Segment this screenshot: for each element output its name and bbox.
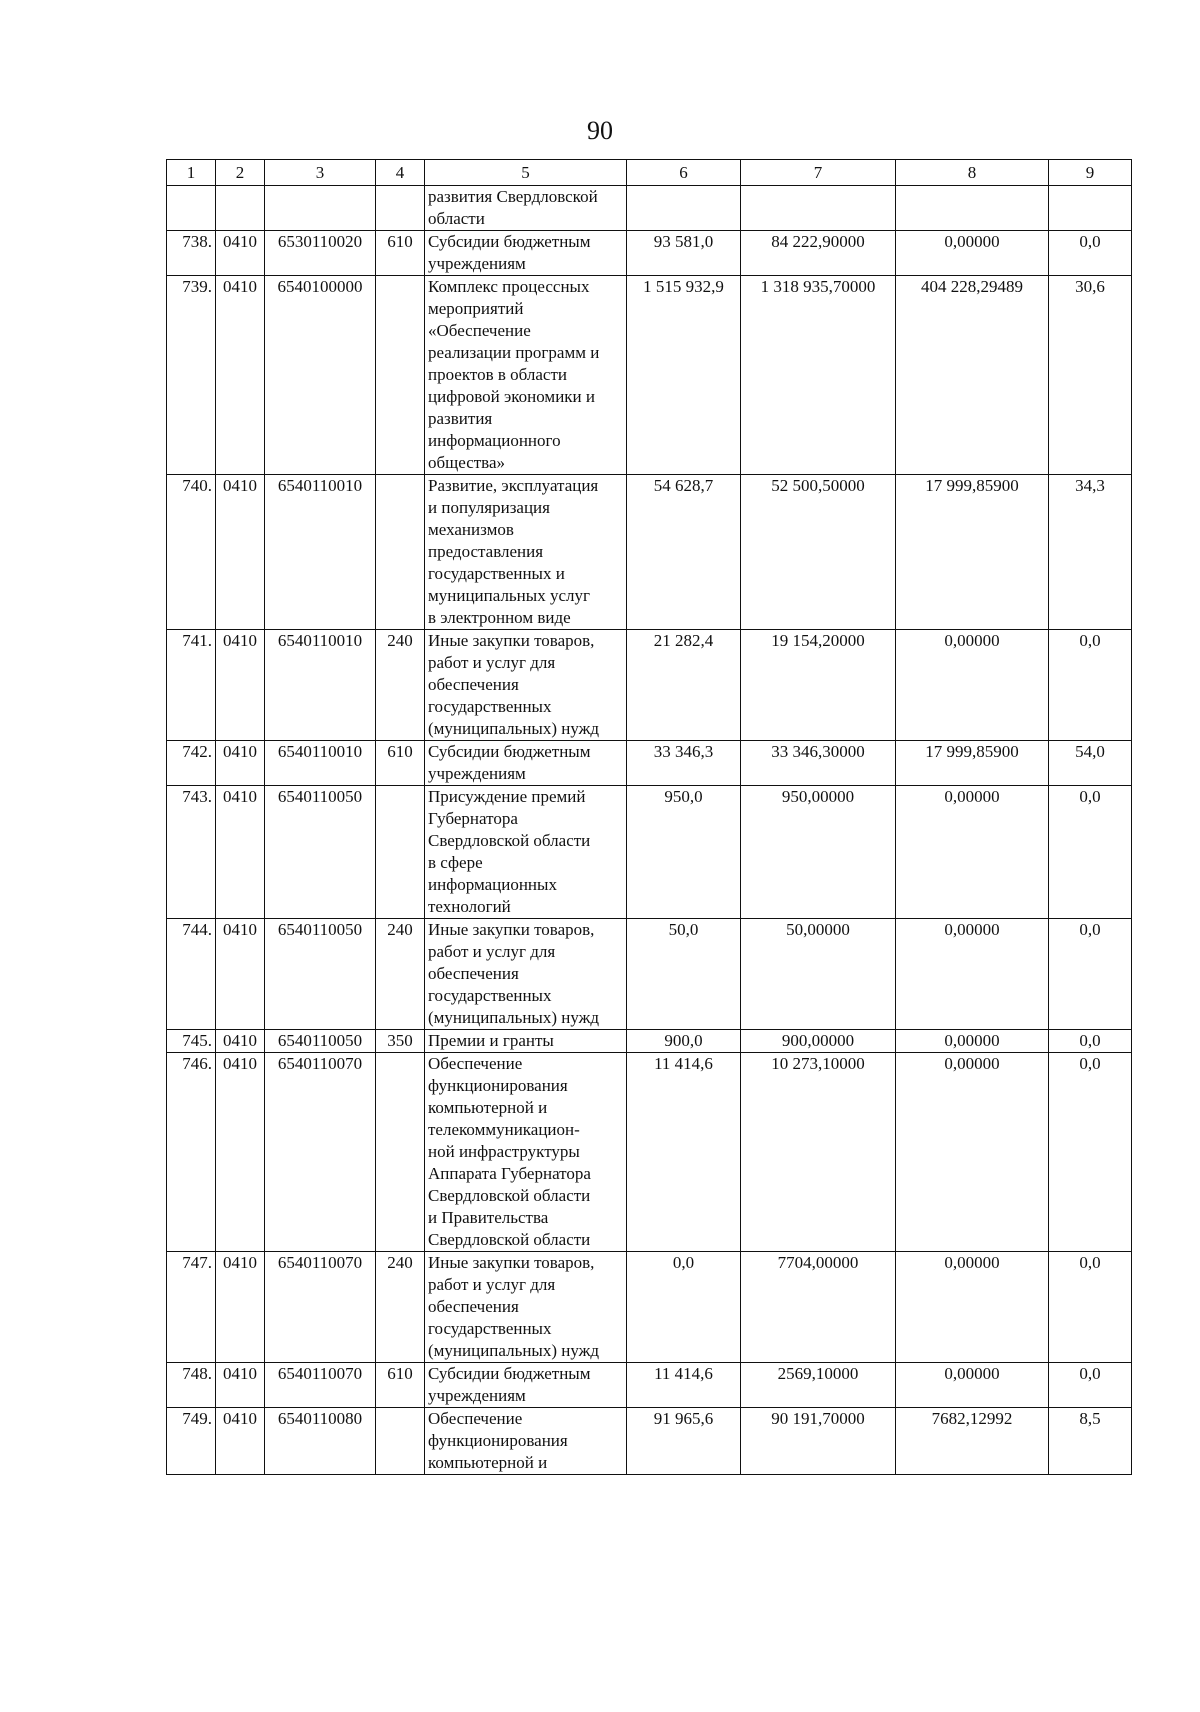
value-col-6: 11 414,6 — [627, 1053, 741, 1252]
value-col-6: 91 965,6 — [627, 1408, 741, 1475]
row-number: 741. — [167, 630, 216, 741]
target-article-code: 6530110020 — [265, 231, 376, 276]
budget-table — [166, 159, 1132, 1475]
value-col-6: 1 515 932,9 — [627, 276, 741, 475]
value-col-9: 0,0 — [1049, 1363, 1132, 1408]
row-description: Премии и гранты — [425, 1030, 627, 1053]
row-number: 739. — [167, 276, 216, 475]
row-number: 747. — [167, 1252, 216, 1363]
table-row — [167, 231, 1132, 276]
row-number: 749. — [167, 1408, 216, 1475]
target-article-code: 6540110070 — [265, 1252, 376, 1363]
section-code: 0410 — [216, 1408, 265, 1475]
expense-type-code — [376, 475, 425, 630]
row-description: Развитие, эксплуатация и популяризация механизмов предоставления государственных и муниципальных услуг в электронном виде — [425, 475, 627, 630]
table-row — [167, 475, 1132, 630]
section-code: 0410 — [216, 1030, 265, 1053]
table-header-row — [167, 160, 1132, 186]
row-number: 748. — [167, 1363, 216, 1408]
target-article-code: 6540110010 — [265, 741, 376, 786]
column-header: 2 — [216, 160, 265, 186]
value-col-6: 21 282,4 — [627, 630, 741, 741]
row-description: Иные закупки товаров, работ и услуг для обеспечения государственных (муниципальных) нужд — [425, 919, 627, 1030]
expense-type-code: 240 — [376, 919, 425, 1030]
value-col-9: 54,0 — [1049, 741, 1132, 786]
row-description: Обеспечение функционирования компьютерной и — [425, 1408, 627, 1475]
value-col-6: 93 581,0 — [627, 231, 741, 276]
expense-type-code: 610 — [376, 741, 425, 786]
value-col-7: 7704,00000 — [741, 1252, 896, 1363]
row-description: Субсидии бюджетным учреждениям — [425, 1363, 627, 1408]
value-col-6: 900,0 — [627, 1030, 741, 1053]
section-code: 0410 — [216, 630, 265, 741]
expense-type-code — [376, 1408, 425, 1475]
expense-type-code: 610 — [376, 1363, 425, 1408]
value-col-7: 950,00000 — [741, 786, 896, 919]
value-col-8: 404 228,29489 — [896, 276, 1049, 475]
value-col-8 — [896, 186, 1049, 231]
value-col-8: 0,00000 — [896, 231, 1049, 276]
expense-type-code — [376, 786, 425, 919]
value-col-9: 0,0 — [1049, 630, 1132, 741]
table-row — [167, 186, 1132, 231]
table-row — [167, 919, 1132, 1030]
expense-type-code — [376, 276, 425, 475]
value-col-7: 19 154,20000 — [741, 630, 896, 741]
target-article-code: 6540110070 — [265, 1363, 376, 1408]
table-row — [167, 1363, 1132, 1408]
row-number — [167, 186, 216, 231]
value-col-9 — [1049, 186, 1132, 231]
column-header: 5 — [425, 160, 627, 186]
value-col-7: 90 191,70000 — [741, 1408, 896, 1475]
value-col-8: 7682,12992 — [896, 1408, 1049, 1475]
target-article-code: 6540110010 — [265, 630, 376, 741]
row-description: Обеспечение функционирования компьютерной и телекоммуникацион- ной инфраструктуры Аппарата Губернатора Свердловской области и Правительства Свердловской области — [425, 1053, 627, 1252]
value-col-9: 0,0 — [1049, 1252, 1132, 1363]
table-row — [167, 276, 1132, 475]
value-col-6: 54 628,7 — [627, 475, 741, 630]
expense-type-code — [376, 1053, 425, 1252]
expense-type-code: 240 — [376, 1252, 425, 1363]
section-code: 0410 — [216, 475, 265, 630]
value-col-7: 52 500,50000 — [741, 475, 896, 630]
value-col-8: 0,00000 — [896, 1363, 1049, 1408]
row-description: Иные закупки товаров, работ и услуг для обеспечения государственных (муниципальных) нужд — [425, 1252, 627, 1363]
section-code: 0410 — [216, 919, 265, 1030]
section-code: 0410 — [216, 1363, 265, 1408]
row-description: Присуждение премий Губернатора Свердловской области в сфере информационных технологий — [425, 786, 627, 919]
value-col-8: 0,00000 — [896, 1053, 1049, 1252]
value-col-7: 50,00000 — [741, 919, 896, 1030]
target-article-code: 6540100000 — [265, 276, 376, 475]
table-row — [167, 1030, 1132, 1053]
value-col-6: 0,0 — [627, 1252, 741, 1363]
value-col-8: 0,00000 — [896, 630, 1049, 741]
target-article-code: 6540110080 — [265, 1408, 376, 1475]
value-col-7: 84 222,90000 — [741, 231, 896, 276]
value-col-7: 10 273,10000 — [741, 1053, 896, 1252]
value-col-8: 0,00000 — [896, 1030, 1049, 1053]
table-row — [167, 1252, 1132, 1363]
value-col-9: 30,6 — [1049, 276, 1132, 475]
row-description: Субсидии бюджетным учреждениям — [425, 231, 627, 276]
table-row — [167, 630, 1132, 741]
column-header: 8 — [896, 160, 1049, 186]
expense-type-code: 350 — [376, 1030, 425, 1053]
table-row — [167, 786, 1132, 919]
target-article-code: 6540110010 — [265, 475, 376, 630]
row-description: Субсидии бюджетным учреждениям — [425, 741, 627, 786]
value-col-7: 33 346,30000 — [741, 741, 896, 786]
row-number: 743. — [167, 786, 216, 919]
expense-type-code: 240 — [376, 630, 425, 741]
section-code: 0410 — [216, 786, 265, 919]
column-header: 4 — [376, 160, 425, 186]
row-number: 742. — [167, 741, 216, 786]
value-col-8: 0,00000 — [896, 1252, 1049, 1363]
table-row — [167, 1053, 1132, 1252]
row-number: 738. — [167, 231, 216, 276]
section-code: 0410 — [216, 741, 265, 786]
page-number: 90 — [587, 116, 613, 145]
value-col-6: 33 346,3 — [627, 741, 741, 786]
value-col-8: 0,00000 — [896, 786, 1049, 919]
target-article-code: 6540110050 — [265, 1030, 376, 1053]
expense-type-code: 610 — [376, 231, 425, 276]
row-number: 745. — [167, 1030, 216, 1053]
value-col-9: 8,5 — [1049, 1408, 1132, 1475]
value-col-7 — [741, 186, 896, 231]
target-article-code: 6540110050 — [265, 919, 376, 1030]
column-header: 1 — [167, 160, 216, 186]
value-col-6: 50,0 — [627, 919, 741, 1030]
target-article-code: 6540110050 — [265, 786, 376, 919]
value-col-7: 2569,10000 — [741, 1363, 896, 1408]
table-row — [167, 741, 1132, 786]
value-col-9: 0,0 — [1049, 231, 1132, 276]
row-number: 740. — [167, 475, 216, 630]
table-row — [167, 1408, 1132, 1475]
section-code: 0410 — [216, 231, 265, 276]
section-code: 0410 — [216, 1053, 265, 1252]
value-col-9: 0,0 — [1049, 1053, 1132, 1252]
column-header: 9 — [1049, 160, 1132, 186]
value-col-9: 34,3 — [1049, 475, 1132, 630]
value-col-7: 900,00000 — [741, 1030, 896, 1053]
value-col-8: 17 999,85900 — [896, 741, 1049, 786]
table-body — [167, 160, 1132, 1475]
section-code: 0410 — [216, 276, 265, 475]
column-header: 7 — [741, 160, 896, 186]
row-number: 746. — [167, 1053, 216, 1252]
row-number: 744. — [167, 919, 216, 1030]
section-code: 0410 — [216, 1252, 265, 1363]
row-description: развития Свердловской области — [425, 186, 627, 231]
target-article-code: 6540110070 — [265, 1053, 376, 1252]
value-col-6 — [627, 186, 741, 231]
value-col-9: 0,0 — [1049, 919, 1132, 1030]
column-header: 3 — [265, 160, 376, 186]
column-header: 6 — [627, 160, 741, 186]
value-col-7: 1 318 935,70000 — [741, 276, 896, 475]
row-description: Комплекс процессных мероприятий «Обеспечение реализации программ и проектов в области цифровой экономики и развития информационного общества» — [425, 276, 627, 475]
section-code — [216, 186, 265, 231]
value-col-6: 950,0 — [627, 786, 741, 919]
expense-type-code — [376, 186, 425, 231]
target-article-code — [265, 186, 376, 231]
row-description: Иные закупки товаров, работ и услуг для обеспечения государственных (муниципальных) нужд — [425, 630, 627, 741]
value-col-9: 0,0 — [1049, 786, 1132, 919]
value-col-9: 0,0 — [1049, 1030, 1132, 1053]
value-col-6: 11 414,6 — [627, 1363, 741, 1408]
value-col-8: 0,00000 — [896, 919, 1049, 1030]
value-col-8: 17 999,85900 — [896, 475, 1049, 630]
